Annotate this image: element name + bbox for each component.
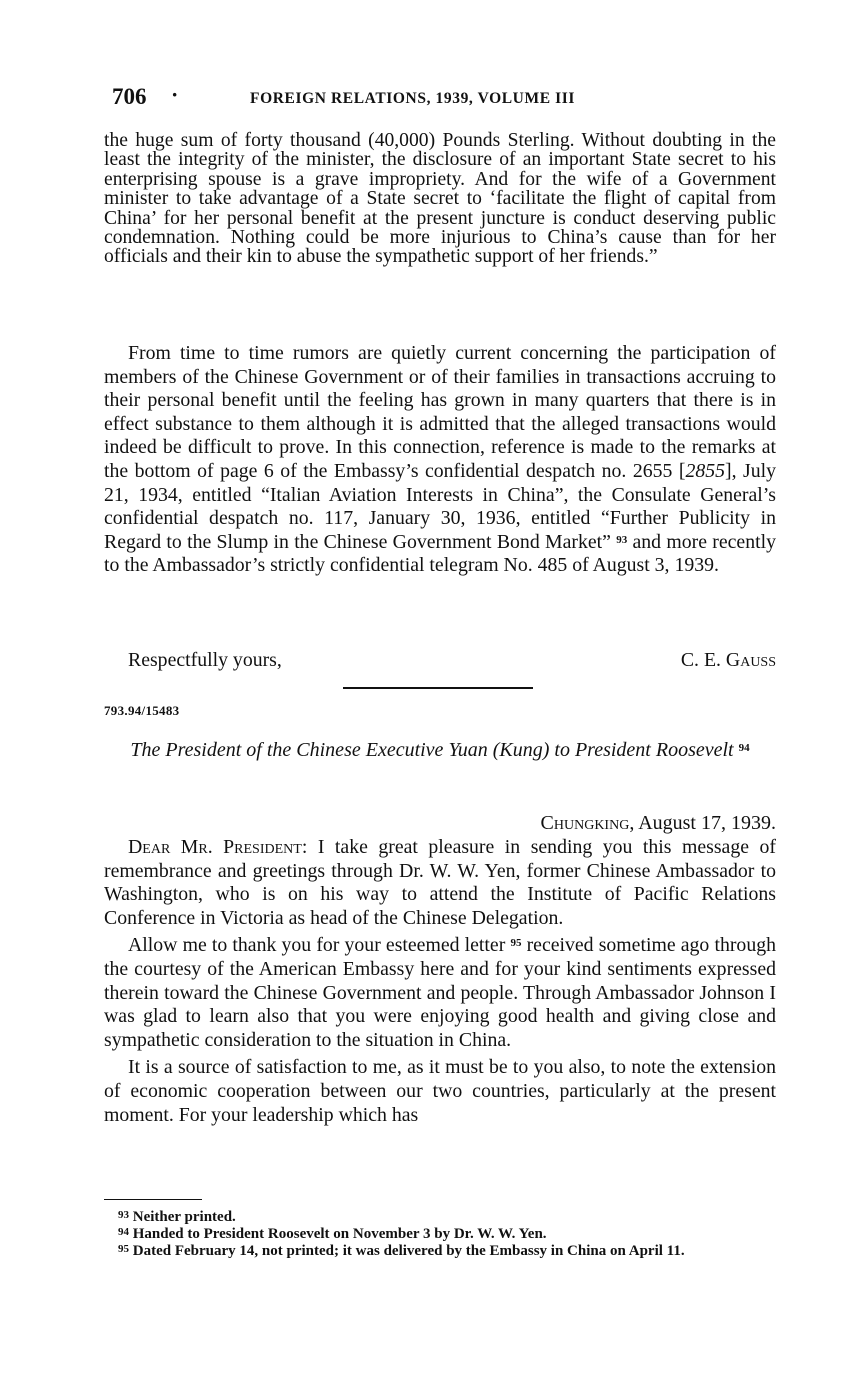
section-divider bbox=[343, 687, 533, 689]
letter-paragraph-1-text: : I take great pleasure in sending you this message of remembrance and greetings through Dr. W. W. Yen, former Chinese Ambassador to Washington, who is on his way to attend the Institute of Pacific Relations Conference in Victoria as head of the Chinese Delegation. bbox=[104, 836, 776, 929]
rumors-text-part2: ], July 21, 1934, entitled “Italian Aviation Interests in China”, the Consulate General’s confidential despatch no. 117, January 30, 1936, entitled “Further Publicity in Regard to the Slump in the Chinese Government Bond Market” bbox=[104, 459, 776, 553]
dateline-date: , August 17, 1939. bbox=[629, 812, 776, 834]
rumors-text bbox=[104, 342, 776, 578]
footnote-text: Dated February 14, not printed; it was delivered by the Embassy in China on April 11. bbox=[132, 1243, 685, 1259]
file-number: 793.94/15483 bbox=[104, 703, 180, 718]
footnote-ref-93: 93 bbox=[616, 533, 628, 546]
footnote-rule bbox=[104, 1199, 202, 1200]
footnotes bbox=[104, 1209, 776, 1260]
closing bbox=[104, 648, 776, 674]
dateline bbox=[541, 811, 776, 835]
letter-paragraph-2 bbox=[104, 934, 776, 1052]
rumors-text-part1: From time to time rumors are quietly current concerning the participation of members of the Chinese Government or of their families in transactions accruing to their personal benefit until the feeling has grown in many quarters that there is in effect substance to them although it is admitted that the alleged transactions would indeed be difficult to prove. In this connection, reference is made to the remarks at the bottom of page 6 of the Embassy’s confidential despatch no. 2655 [ bbox=[104, 342, 776, 482]
footnote-number: 94 bbox=[118, 1226, 129, 1238]
quote-text: the huge sum of forty thousand (40,000) Pounds Sterling. Without doubting in the least the integrity of the minister, the disclosure of an important State secret to his enterprising spouse is a grave impropriety. And for the wife of a Government minister to take advantage of a State secret to ‘facilitate the flight of capital from China’ for her personal benefit at the present juncture is conduct deserving public condemnation. Nothing could be more injurious to China’s cause than for her officials and their kin to abuse the sympathetic support of her friends.” bbox=[104, 130, 776, 268]
footnote-95 bbox=[104, 1243, 776, 1260]
footnote-text: Neither printed. bbox=[132, 1209, 236, 1225]
footnote-text: Handed to President Roosevelt on November 3 by Dr. W. W. Yen. bbox=[132, 1226, 547, 1242]
dateline-place: Chungking bbox=[540, 812, 630, 834]
rumors-paragraph bbox=[104, 342, 776, 578]
page-number: 706 bbox=[112, 84, 147, 109]
running-head bbox=[112, 84, 776, 110]
footnote-93 bbox=[104, 1209, 776, 1226]
letter-paragraph-2-part1: Allow me to thank you for your esteemed letter bbox=[128, 934, 506, 957]
quote-paragraph bbox=[104, 131, 776, 267]
document-heading bbox=[104, 737, 776, 763]
letter-paragraph-1 bbox=[104, 836, 776, 930]
running-head-separator: · bbox=[171, 82, 179, 107]
footnote-number: 93 bbox=[118, 1209, 129, 1221]
footnote-94 bbox=[104, 1226, 776, 1243]
footnote-ref-95: 95 bbox=[510, 937, 522, 950]
letter-greeting: Dear Mr. President bbox=[128, 836, 302, 858]
letter-paragraph-3: It is a source of satisfaction to me, as it must be to you also, to note the extension of economic cooperation between our two countries, particularly at the present moment. For your leadership which has bbox=[104, 1056, 776, 1126]
closing-salutation: Respectfully yours, bbox=[128, 649, 282, 671]
running-head-title: FOREIGN RELATIONS, 1939, VOLUME III bbox=[250, 90, 575, 107]
document-heading-text: The President of the Chinese Executive Yuan (Kung) to President Roosevelt bbox=[130, 739, 734, 761]
corrected-despatch-number: 2855 bbox=[685, 459, 726, 482]
footnote-ref-94: 94 bbox=[738, 742, 750, 754]
rumors-text-part3: and more recently to the Ambassador’s strictly confidential telegram No. 485 of August 3, 1939. bbox=[104, 530, 776, 577]
letter-body bbox=[104, 836, 776, 1131]
letter-paragraph-2-part2: received sometime ago through the courtesy of the American Embassy here and for your kind sentiments expressed therein toward the Chinese Government and people. Through Ambassador Johnson I was glad to learn also that you were enjoying good health and giving close and sympathetic consideration to the situation in China. bbox=[104, 934, 776, 1051]
footnote-number: 95 bbox=[118, 1243, 129, 1255]
signature: C. E. Gauss bbox=[680, 649, 776, 671]
